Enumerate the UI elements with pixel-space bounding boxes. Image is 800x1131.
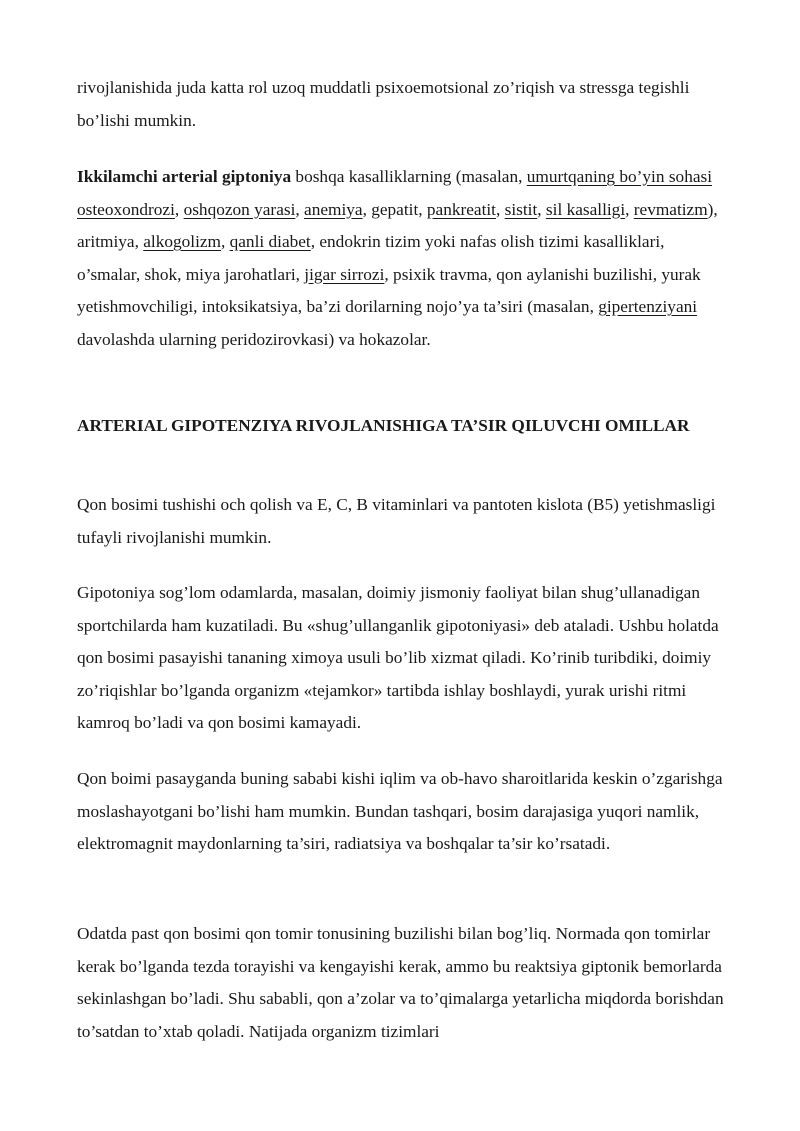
- link-alcoholism[interactable]: alkogolizm: [143, 232, 221, 251]
- paragraph-continuation: rivojlanishida juda katta rol uzoq muddatli psixoemotsional zo’riqish va stressga tegishli bo’lishi mumkin.: [77, 78, 690, 130]
- link-tuberculosis[interactable]: sil kasalligi: [545, 199, 626, 219]
- text-span: , endokrin tizim yoki nafas olish tizimi kasalliklari, o’smalar, shok, miya jarohatlari,: [77, 232, 665, 284]
- paragraph-vitamins: Qon bosimi tushishi och qolish va E, C, B vitaminlari va pantoten kislota (B5) yetishmasligi tufayli rivojlanishi mumkin.: [77, 495, 716, 547]
- link-anemia[interactable]: anemiya: [304, 199, 363, 219]
- separator: ,: [174, 199, 184, 219]
- separator: ,: [495, 199, 505, 219]
- separator: ,: [295, 199, 305, 219]
- paragraph-athletes: Gipotoniya sog’lom odamlarda, masalan, doimiy jismoniy faoliyat bilan shug’ullanadigan sportchilarda ham kuzatiladi. Bu «shug’ullanganlik gipotoniyasi» deb ataladi. Ushbu holatda qon bosimi pasayishi tananing ximoya usuli bo’lib xizmat qiladi. Ko’rinib turibdiki, doimiy zo’riqishlar bo’lganda organizm «tejamkor» tartibda ishlay boshlaydi, yurak urishi ritmi kamroq bo’ladi va qon bosimi kamayadi.: [77, 583, 719, 732]
- separator: ,: [625, 199, 634, 219]
- link-liver-cirrhosis[interactable]: jigar sirrozi: [304, 264, 385, 284]
- text-span: davolashda ularning peridozirovkasi) va hokazolar.: [77, 329, 431, 349]
- paragraph-climate: Qon boimi pasayganda buning sababi kishi iqlim va ob-havo sharoitlarida keskin o’zgarishga moslashayotgani bo’lishi ham mumkin. Bundan tashqari, bosim darajasiga yuqori namlik, elektromagnit maydonlarning ta’siri, radiatsiya va boshqalar ta’sir ko’rsatadi.: [77, 769, 723, 853]
- text-span: , gepatit,: [362, 199, 427, 219]
- link-stomach-ulcer[interactable]: oshqozon yarasi: [183, 199, 296, 219]
- link-cystitis[interactable]: sistit: [504, 199, 538, 219]
- link-pancreatitis[interactable]: pankreatit: [426, 199, 496, 219]
- link-osteochondrosis[interactable]: umurtqaning bo’yin sohasi osteoxondrozi: [77, 167, 713, 219]
- bold-term: Ikkilamchi arterial giptoniya: [77, 167, 292, 186]
- separator: ,: [537, 199, 546, 219]
- paragraph-vascular-tone: Odatda past qon bosimi qon tomir tonusining buzilishi bilan bog’liq. Normada qon tomirlar kerak bo’lganda tezda torayishi va kengayishi kerak, ammo bu reaktsiya giptonik bemorlarda sekinlashgan bo’ladi. Shu sababli, qon a’zolar va to’qimalarga yetarlicha miqdorda borishdan to’satdan to’xtab qoladi. Natijada organizm tizimlari: [77, 924, 724, 1041]
- section-heading: ARTERIAL GIPOTENZIYA RIVOJLANISHIGA TA’SIR QILUVCHI OMILLAR: [77, 416, 690, 435]
- link-hypertension[interactable]: gipertenziyani: [598, 297, 698, 316]
- separator: ,: [220, 232, 230, 251]
- link-diabetes[interactable]: qanli diabet: [229, 232, 311, 251]
- paragraph-secondary-hypertension: [77, 161, 727, 356]
- link-rheumatism[interactable]: revmatizm: [633, 199, 708, 219]
- text-span: ), aritmiya,: [77, 199, 718, 251]
- text-span: boshqa kasalliklarning (masalan,: [291, 167, 527, 186]
- text-span: , psixik travma, qon aylanishi buzilishi, yurak yetishmovchiligi, intoksikatsiya, ba’zi dorilarning nojo’ya ta’siri (masalan,: [77, 264, 701, 316]
